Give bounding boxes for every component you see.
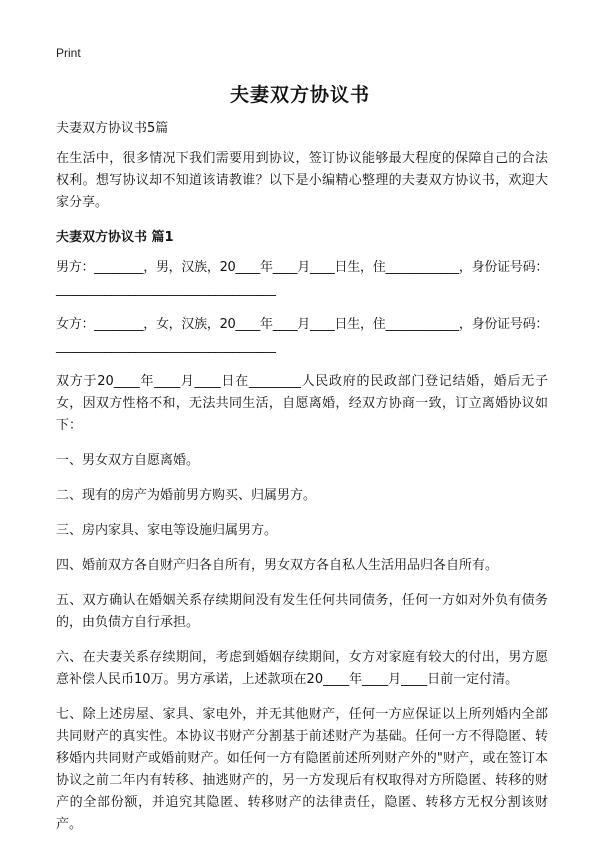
clause-5: 五、双方确认在婚姻关系存续期间没有发生任何共同债务，任何一方如对外负有债务的，由负债方自行承担。 (56, 593, 548, 630)
clause-4: 四、婚前双方各自财产归各自所有，男女双方各自私人生活用品归各自所有。 (56, 558, 499, 573)
document-subtitle: 夫妻双方协议书5篇 (56, 121, 169, 136)
clause-1: 一、男女双方自愿离婚。 (56, 453, 200, 468)
clause-7: 七、除上述房屋、家具、家电外，并无其他财产，任何一方应保证以上所列婚内全部共同财产的真实性。本协议书财产分割基于前述财产为基础。任何一方不得隐匿、转移婚内共同财产或婚前财产。如任何一方有隐匿前述所列财产外的"财产，或在签订本协议之前二年内有转移、抽逃财产的，另一方发现后有权取得对方所隐匿、转移的财产的全部份额，并追究其隐匿、转移财产的法律责任，隐匿、转移方无权分割该财产。 (56, 707, 548, 832)
husband-info-paragraph: 男方：________，男，汉族，20____年____月____日生，住____________，身份证号码：____________________________________ (56, 260, 548, 297)
wife-info-paragraph: 女方：________，女，汉族，20____年____月____日生，住____________，身份证号码：____________________________________ (56, 317, 548, 354)
section-heading: 夫妻双方协议书 篇1 (56, 230, 174, 245)
intro-paragraph: 在生活中，很多情况下我们需要用到协议，签订协议能够最大程度的保障自己的合法权利。想写协议却不知道该请教谁？以下是小编精心整理的夫妻双方协议书，欢迎大家分享。 (56, 151, 548, 210)
clause-2: 二、现有的房产为婚前男方购买、归属男方。 (56, 488, 317, 503)
agreement-intro-paragraph: 双方于20____年____月____日在________人民政府的民政部门登记结婚，婚后无子女，因双方性格不和，无法共同生活，自愿离婚，经双方协商一致，订立离婚协议如下： (56, 374, 548, 433)
print-link[interactable]: Print (56, 46, 81, 60)
document-title: 夫妻双方协议书 (229, 84, 370, 106)
clause-3: 三、房内家具、家电等设施归属男方。 (56, 523, 278, 538)
clause-6: 六、在夫妻关系存续期间，考虑到婚姻存续期间，女方对家庭有较大的付出，男方愿意补偿人民币10万。男方承诺，上述款项在20____年____月____日前一定付清。 (56, 650, 548, 687)
document-body (56, 118, 548, 849)
